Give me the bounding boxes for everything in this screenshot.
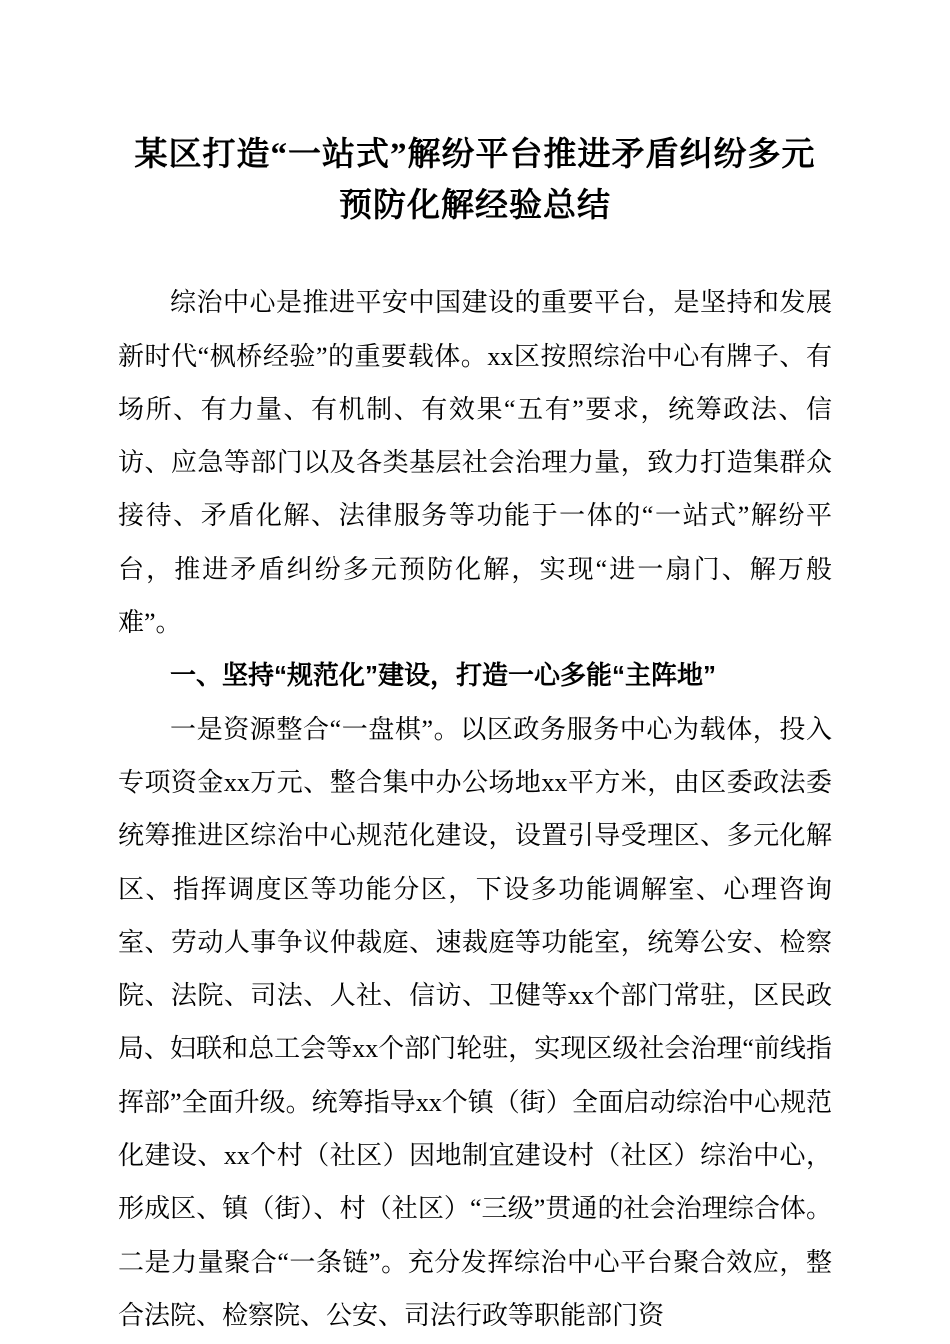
document-title: 某区打造“一站式”解纷平台推进矛盾纠纷多元预防化解经验总结: [134, 137, 816, 225]
section-1-heading: 一、坚持“规范化”建设，打造一心多能“主阵地”: [170, 660, 717, 691]
section-1-paragraph: 一是资源整合“一盘棋”。以区政务服务中心为载体，投入专项资金xx万元、整合集中办公场地xx平方米，由区委政法委统筹推进区综治中心规范化建设，设置引导受理区、多元化解区、指挥调度区等功能分区，下设多功能调解室、心理咨询室、劳动人事争议仲裁庭、速裁庭等功能室，统筹公安、检察院、法院、司法、人社、信访、卫健等xx个部门常驻，区民政局、妇联和总工会等xx个部门轮驻，实现区级社会治理“前线指挥部”全面升级。统筹指导xx个镇（街）全面启动综治中心规范化建设、xx个村（社区）因地制宜建设村（社区）综治中心，形成区、镇（街）、村（社区）“三级”贯通的社会治理综合体。二是力量聚合“一条链”。充分发挥综治中心平台聚合效应，整合法院、检察院、公安、司法行政等职能部门资: [118, 714, 832, 1330]
intro-paragraph: 综治中心是推进平安中国建设的重要平台，是坚持和发展新时代“枫桥经验”的重要载体。xx区按照综治中心有牌子、有场所、有力量、有机制、有效果“五有”要求，统筹政法、信访、应急等部门以及各类基层社会治理力量，致力打造集群众接待、矛盾化解、法律服务等功能于一体的“一站式”解纷平台，推进矛盾纠纷多元预防化解，实现“进一扇门、解万般难”。: [118, 288, 832, 638]
